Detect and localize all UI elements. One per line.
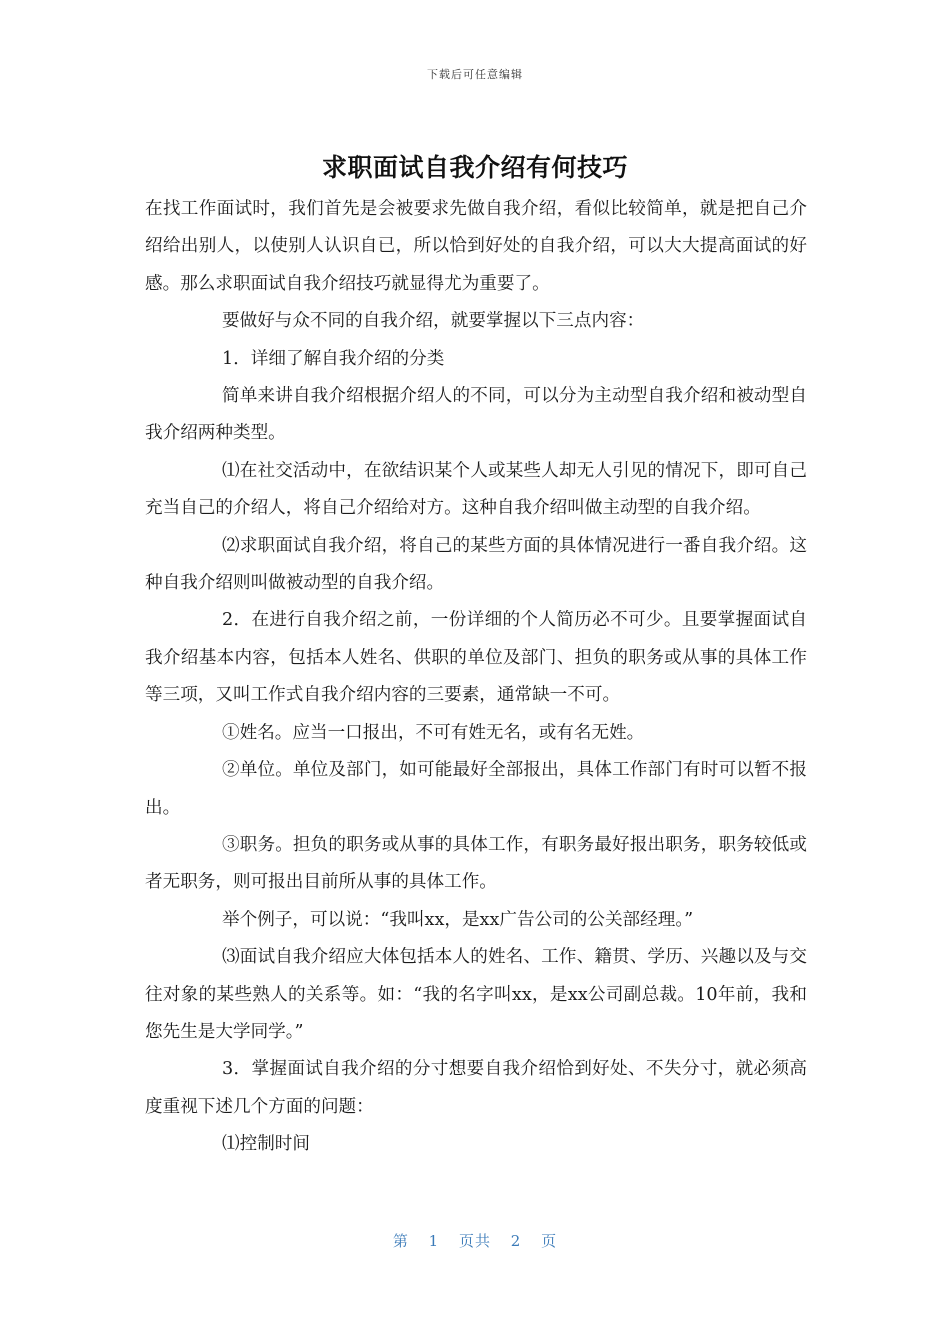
header-note: 下载后可任意编辑	[427, 68, 523, 81]
paragraph-active-type: ⑴在社交活动中，在欲结识某个人或某些人却无人引见的情况下，即可自己充当自己的介绍人，将自己介绍给对方。这种自我介绍叫做主动型的自我介绍。	[145, 460, 807, 519]
heading-point-3: 3．掌握面试自我介绍的分寸想要自我介绍恰到好处、不失分寸，就必须高度重视下述几个方面的问题：	[145, 1059, 807, 1117]
paragraph-types: 简单来讲自我介绍根据介绍人的不同，可以分为主动型自我介绍和被动型自我介绍两种类型。	[145, 386, 807, 444]
paragraph-content-scope: ⑶面试自我介绍应大体包括本人的姓名、工作、籍贯、学历、兴趣以及与交往对象的某些熟人的关系等。如：“我的名字叫xx，是xx公司副总裁。10年前，我和您先生是大学同学。”	[145, 947, 807, 1042]
list-item-control-time: ⑴控制时间	[222, 1134, 310, 1155]
list-item-position: ③职务。担负的职务或从事的具体工作，有职务最好报出职务，职务较低或者无职务，则可报出目前所从事的具体工作。	[145, 834, 807, 893]
list-item-unit: ②单位。单位及部门，如可能最好全部报出，具体工作部门有时可以暂不报出。	[145, 760, 807, 818]
heading-point-1: 1．详细了解自我介绍的分类	[222, 348, 445, 369]
paragraph-passive-type: ⑵求职面试自我介绍，将自己的某些方面的具体情况进行一番自我介绍。这种自我介绍则叫做被动型的自我介绍。	[145, 535, 807, 594]
heading-point-2: 2．在进行自我介绍之前，一份详细的个人简历必不可少。且要掌握面试自我介绍基本内容，包括本人姓名、供职的单位及部门、担负的职务或从事的具体工作等三项，又叫工作式自我介绍内容的三要素，通常缺一不可。	[145, 610, 807, 706]
document-title: 求职面试自我介绍有何技巧	[321, 153, 628, 182]
paragraph-intro: 在找工作面试时，我们首先是会被要求先做自我介绍，看似比较简单，就是把自己介绍给出别人，以使别人认识自已，所以恰到好处的自我介绍，可以大大提高面试的好感。那么求职面试自我介绍技巧就显得尤为重要了。	[145, 199, 807, 294]
list-item-name: ①姓名。应当一口报出，不可有姓无名，或有名无姓。	[222, 722, 645, 743]
paragraph-three-points: 要做好与众不同的自我介绍，就要掌握以下三点内容：	[222, 311, 645, 332]
page-number: 第 1 页共 2 页	[392, 1232, 558, 1250]
document-body	[145, 191, 807, 1164]
paragraph-example: 举个例子，可以说：“我叫xx，是xx广告公司的公关部经理。”	[222, 909, 694, 930]
